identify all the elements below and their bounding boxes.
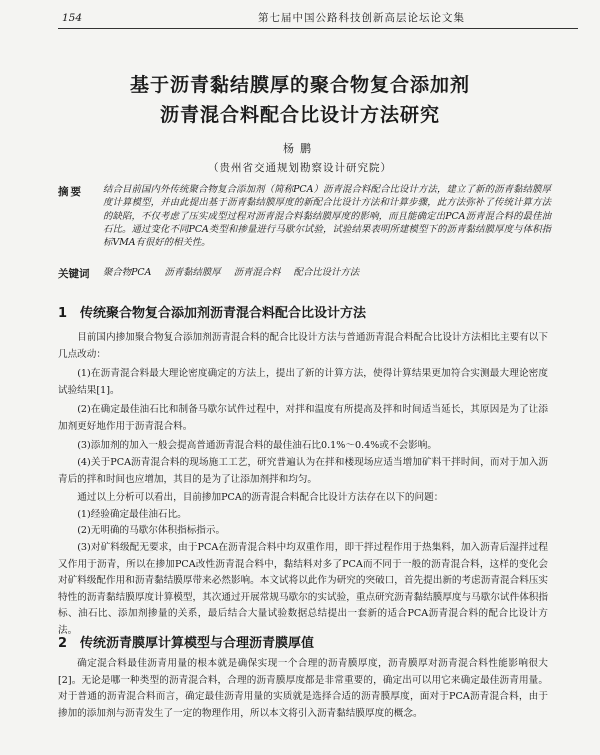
paragraph: (3)对矿料级配无要求，由于PCA在沥青混合料中均双重作用，即干拌过程作用于热集料，加入沥青后湿拌过程又作用于沥青，所以在掺加PCA改性沥青混合料中，黏结料对多了PCA而不同于一般的沥青混合料，这样的变化会对矿料级配作用和沥青黏结膜厚带来必然影响。本文试将以此作为研究的突破口，首先提出新的考虑沥青混合料压实特性的沥青黏结膜厚度计算模型，其次通过开展常规马歇尔的实试验，重点研究沥青黏结膜厚度与马歇尔试件体积指标、油石比、添加剂掺量的关系，最后结合大量试验数据总结提出一套新的适合PCA沥青混合料的配合比设计方法。 <box>58 542 548 636</box>
page-number: 154 <box>62 12 83 24</box>
abstract-label: 摘要 <box>58 186 83 198</box>
paragraph: (1)经验确定最佳油石比。 <box>77 509 187 520</box>
section-number: 1 <box>58 306 68 321</box>
section-title: 传统沥青膜厚计算模型与合理沥青膜厚值 <box>80 636 315 651</box>
paragraph: 确定混合料最佳沥青用量的根本就是确保实现一个合理的沥青膜厚度，沥青膜厚对沥青混合料性能影响很大[2]。无论是哪一种类型的沥青混合料，合理的沥青膜厚度都是非常重要的，确定出可以用它来确定最佳沥青用量。对于普通的沥青混合料而言，确定最佳沥青用量的实质就是选择合适的沥青膜厚度，面对于PCA沥青混合料，由于掺加的添加剂与沥青发生了一定的物理作用，所以本文将引入沥青黏结膜厚度的概念。 <box>58 658 548 719</box>
author-name: 杨鹏 <box>283 142 317 155</box>
keywords-text: 聚合物PCA 沥青黏结膜厚 沥青混合料 配合比设计方法 <box>103 267 360 278</box>
paragraph: (3)添加剂的加入一般会提高普通沥青混合料的最佳油石比0.1%～0.4%或不会影响。 <box>77 440 437 451</box>
section-2-heading <box>58 632 314 651</box>
section-title: 传统聚合物复合添加剂沥青混合料配合比设计方法 <box>80 306 367 321</box>
abstract-text: 结合目前国内外传统聚合物复合添加剂（简称PCA）沥青混合料配合比设计方法，建立了新的沥青黏结膜厚度计算模型，并由此提出基于沥青黏结膜厚度的新配合比设计方法和计算步骤，此方法弥补了传统计算方法的缺陷，不仅考虑了压实成型过程对沥青混合料黏结膜厚度的影响，而且能确定出PCA沥青混合料的最佳油石比。通过变化不同PCA类型和掺量进行马歇尔试验，试验结果表明所建模型下的沥青黏结膜厚度与体积指标VMA有很好的相关性。 <box>103 184 551 249</box>
section-number: 2 <box>58 636 68 651</box>
paragraph: (4)关于PCA沥青混合料的现场施工工艺，研究普遍认为在拌和楼现场应适当增加矿料干拌时间，而对于加入沥青后的拌和时间也应增加，其目的是为了让添加剂拌和均匀。 <box>58 457 548 485</box>
author-affiliation: （贵州省交通规划勘察设计研究院） <box>208 162 392 174</box>
running-header <box>58 10 578 29</box>
paper-title-line-2: 沥青混合料配合比设计方法研究 <box>159 104 440 126</box>
paragraph: 通过以上分析可以看出，目前掺加PCA的沥青混合料配合比设计方法存在以下的问题： <box>77 492 444 503</box>
keywords-label: 关键词 <box>58 268 90 280</box>
paragraph: (1)在沥青混合料最大理论密度确定的方法上，提出了新的计算方法，使得计算结果更加符合实测最大理论密度试验结果[1]。 <box>58 368 548 396</box>
section-1-heading <box>58 302 366 321</box>
paragraph: (2)无明确的马歇尔体积指标指示。 <box>77 525 226 536</box>
paper-title-line-1: 基于沥青黏结膜厚的聚合物复合添加剂 <box>129 74 470 96</box>
journal-title: 第七届中国公路科技创新高层论坛论文集 <box>258 12 465 24</box>
paragraph: 目前国内掺加聚合物复合添加剂沥青混合料的配合比设计方法与普通沥青混合料配合比设计方法相比主要有以下几点改动： <box>58 332 548 360</box>
paragraph: (2)在确定最佳油石比和制备马歇尔试件过程中，对拌和温度有所提高及拌和时间适当延长，其原因是为了让添加剂更好地作用于沥青混合料。 <box>58 404 548 432</box>
